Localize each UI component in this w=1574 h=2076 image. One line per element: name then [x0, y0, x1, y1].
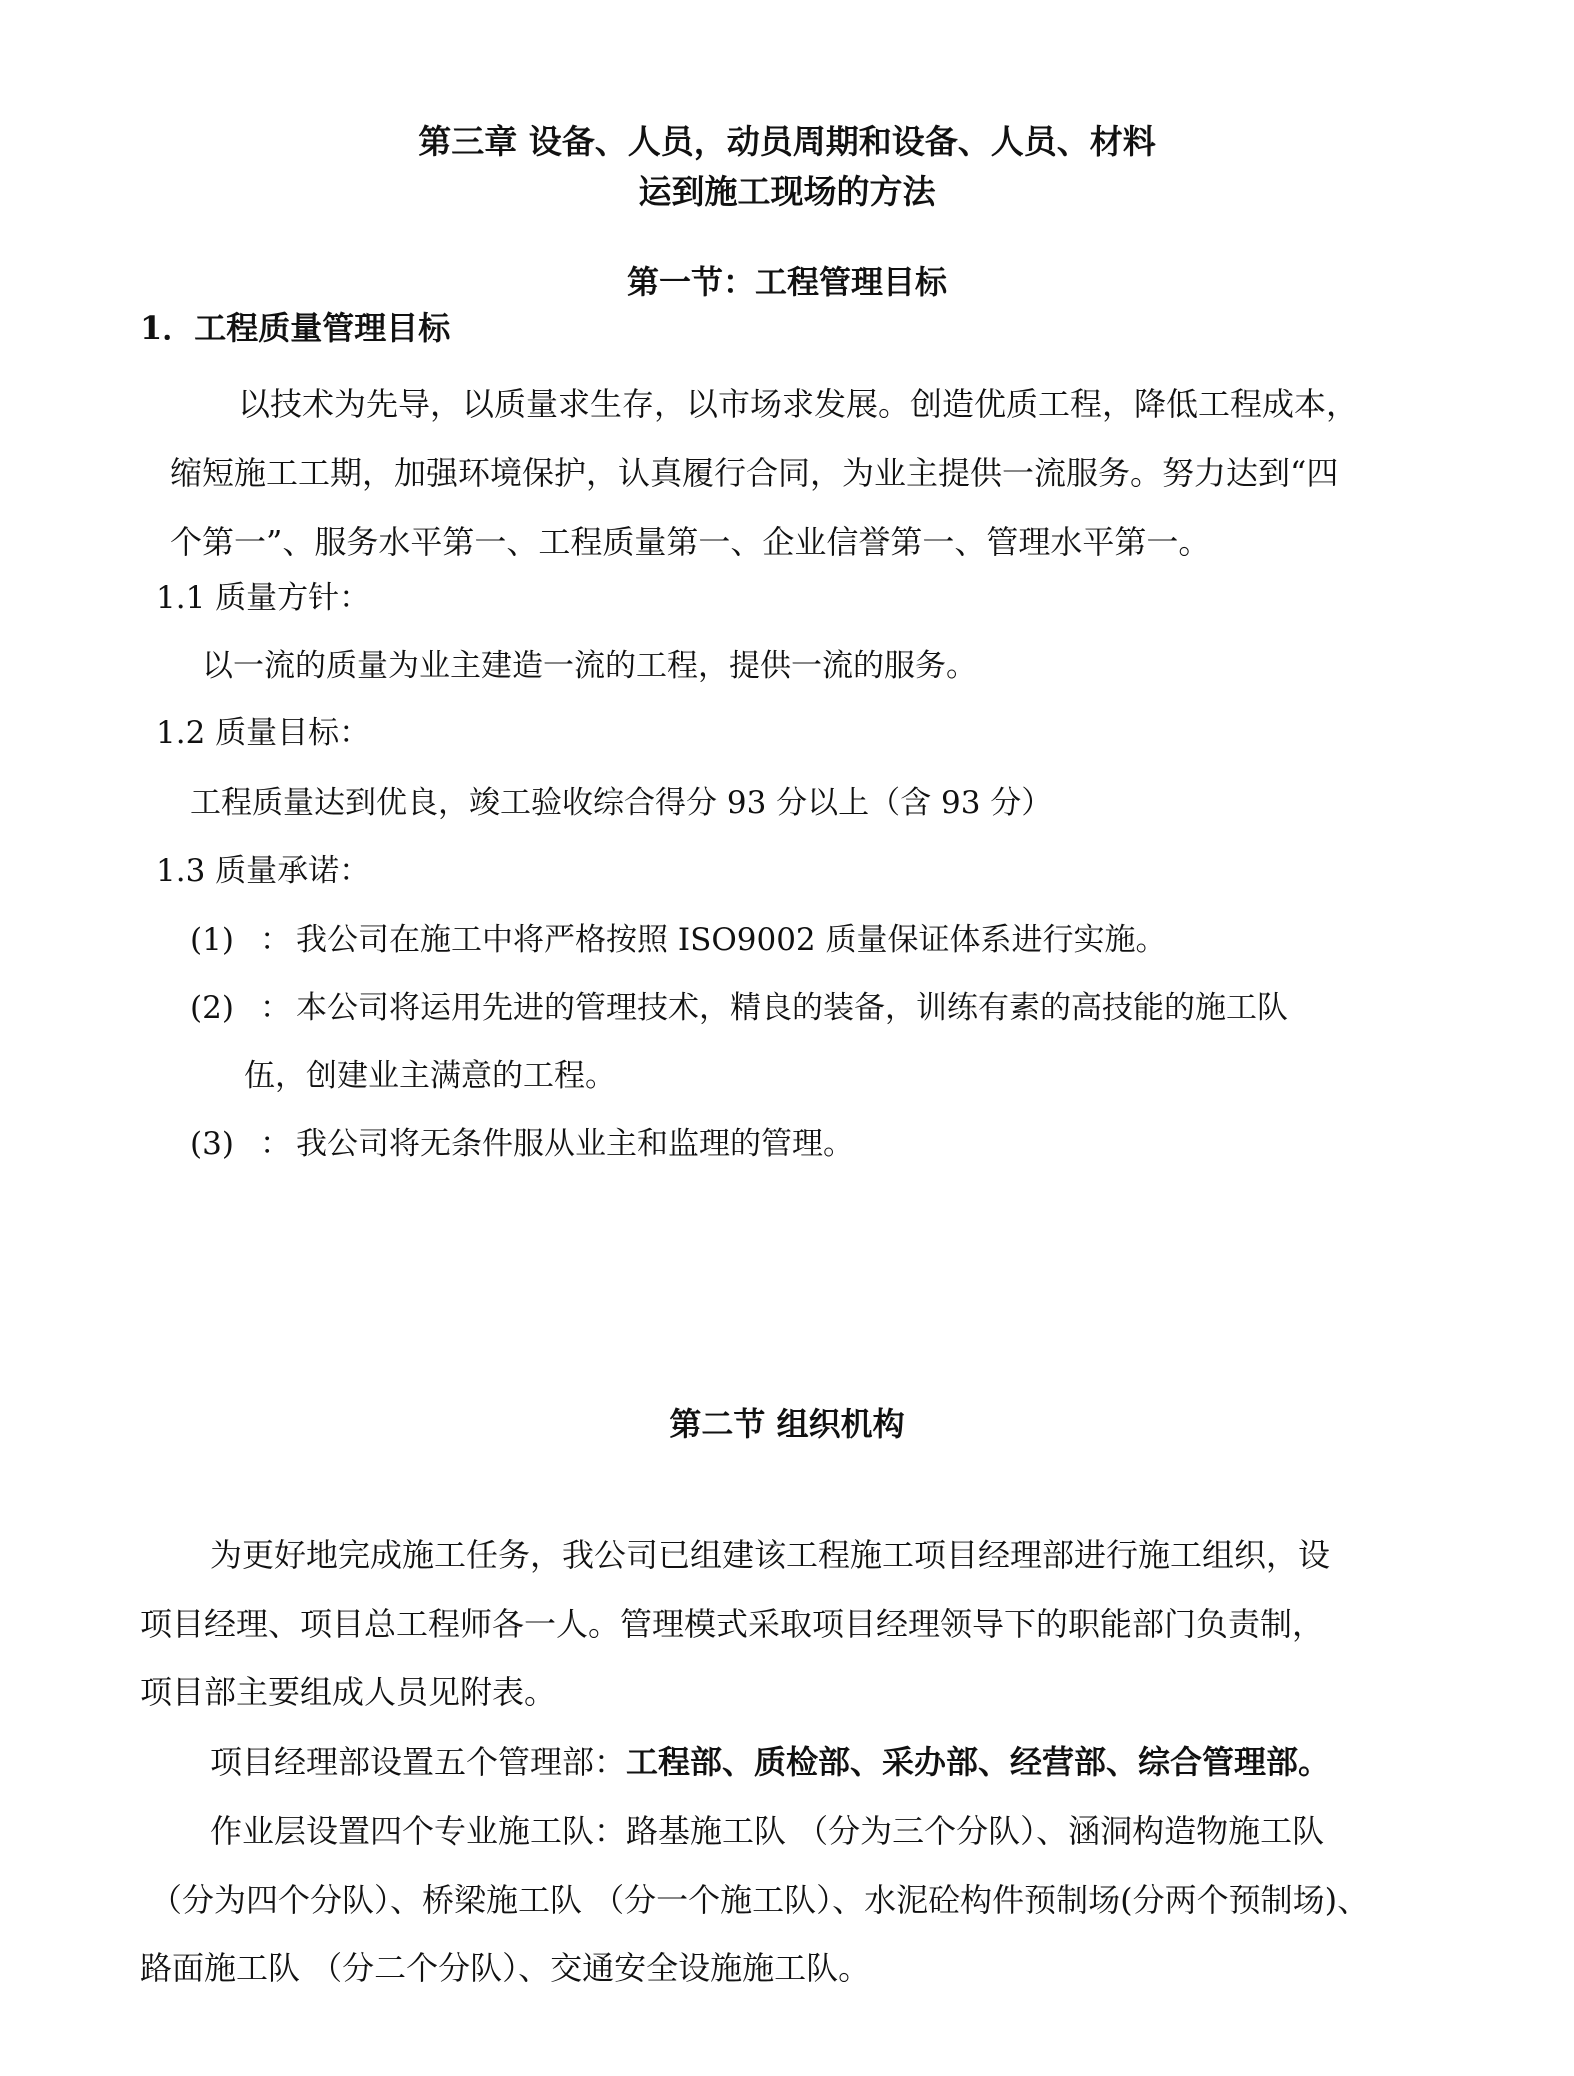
promise-2-text: 本公司将运用先进的管理技术，精良的装备，训练有素的高技能的施工队	[296, 990, 1288, 1026]
promise-3-number: (3)	[190, 1126, 234, 1162]
para-line-2: 缩短施工工期，加强环境保护，认真履行合同，为业主提供一流服务。努力达到“四	[170, 454, 1339, 492]
promise-2-continuation: 伍，创建业主满意的工程。	[244, 1058, 616, 1094]
org-para-line-1: 为更好地完成施工任务，我公司已组建该工程施工项目经理部进行施工组织，设	[210, 1536, 1331, 1574]
quality-promise-heading: 1.3 质量承诺：	[156, 853, 371, 889]
promise-2-separator: ：	[260, 990, 291, 1026]
para-line-3: 个第一”、服务水平第一、工程质量第一、企业信誉第一、管理水平第一。	[170, 523, 1211, 561]
departments-line	[210, 1742, 1330, 1782]
para-line-1: 以技术为先导，以质量求生存，以市场求发展。创造优质工程，降低工程成本，	[238, 385, 1359, 423]
departments-list: 工程部、质检部、采办部、经营部、综合管理部。	[626, 1743, 1331, 1781]
promise-1-text: 我公司在施工中将严格按照 ISO9002 质量保证体系进行实施。	[296, 922, 1167, 958]
section2-title: 第二节 组织机构	[669, 1405, 905, 1443]
quality-goal-heading: 1.2 质量目标：	[156, 715, 371, 751]
promise-1-separator: ：	[260, 922, 291, 958]
chapter-title-line2: 运到施工现场的方法	[638, 172, 936, 211]
teams-line-3: 路面施工队 （分二个分队）、交通安全设施施工队。	[140, 1949, 871, 1987]
departments-prefix: 项目经理部设置五个管理部：	[210, 1743, 627, 1781]
org-para-line-3: 项目部主要组成人员见附表。	[140, 1673, 557, 1711]
promise-3-text: 我公司将无条件服从业主和监理的管理。	[296, 1126, 854, 1162]
quality-policy-text: 以一流的质量为业主建造一流的工程，提供一流的服务。	[202, 648, 977, 684]
teams-line-2: （分为四个分队）、桥梁施工队 （分一个施工队）、水泥砼构件预制场(分两个预制场)、	[150, 1881, 1370, 1919]
org-para-line-2: 项目经理、项目总工程师各一人。管理模式采取项目经理领导下的职能部门负责制，	[140, 1605, 1325, 1643]
chapter-title-line1: 第三章 设备、人员，动员周期和设备、人员、材料	[418, 122, 1156, 161]
section1-title: 第一节：工程管理目标	[626, 263, 947, 301]
item1-heading: 1．工程质量管理目标	[140, 309, 451, 347]
quality-policy-heading: 1.1 质量方针：	[156, 580, 371, 616]
promise-2-number: (2)	[190, 990, 234, 1026]
promise-3-separator: ：	[260, 1126, 291, 1162]
teams-line-1: 作业层设置四个专业施工队：路基施工队 （分为三个分队）、涵洞构造物施工队	[210, 1812, 1325, 1850]
quality-goal-text: 工程质量达到优良，竣工验收综合得分 93 分以上（含 93 分）	[190, 785, 1053, 821]
promise-1-number: (1)	[190, 922, 234, 958]
